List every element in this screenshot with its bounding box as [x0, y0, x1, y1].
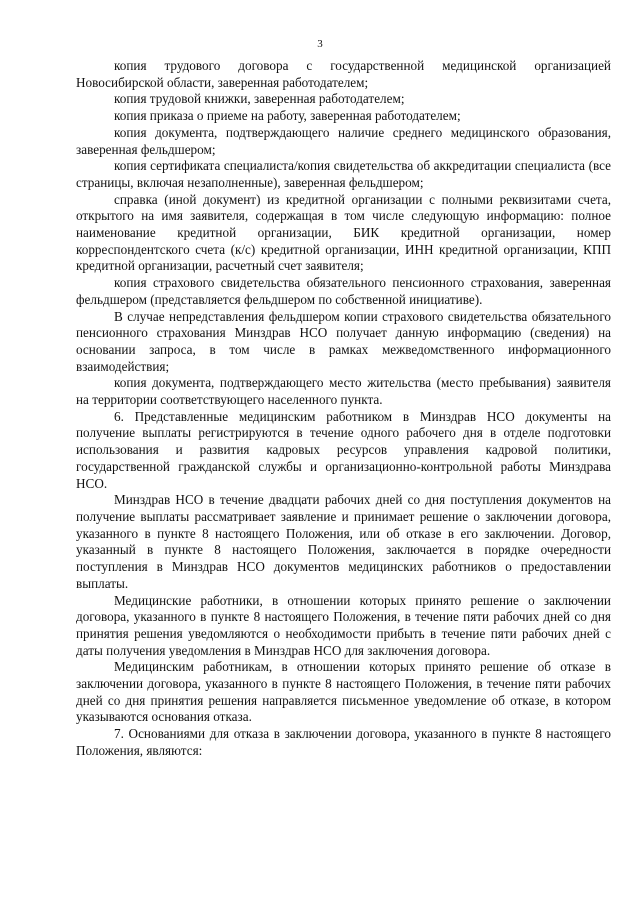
paragraph: копия сертификата специалиста/копия свидетельства об аккредитации специалиста (все страницы, включая незаполненные), заверенная фельдшером; — [76, 158, 611, 190]
paragraph: 7. Основаниями для отказа в заключении договора, указанного в пункте 8 настоящего Положения, являются: — [76, 726, 611, 758]
paragraph: 6. Представленные медицинским работником в Минздрав НСО документы на получение выплаты регистрируются в течение одного рабочего дня в отделе подготовки использования и развития кадровых ресурсов управления кадровой политики, государственной гражданской службы и организационно-контрольной работы Минздрава НСО. — [76, 408, 611, 491]
paragraph: копия приказа о приеме на работу, заверенная работодателем; — [114, 108, 461, 124]
page-number: 3 — [317, 38, 323, 50]
paragraph: копия трудового договора с государственной медицинской организацией Новосибирской области, заверенная работодателем; — [76, 58, 611, 90]
document-body — [76, 58, 611, 760]
paragraph: В случае непредставления фельдшером копии страхового свидетельства обязательного пенсионного страхования Минздрав НСО получает данную информацию (сведения) на основании запроса, в том числе в рамках межведомственного информационного взаимодействия; — [76, 308, 611, 374]
paragraph: копия страхового свидетельства обязательного пенсионного страхования, заверенная фельдшером (представляется фельдшером по собственной инициативе). — [76, 275, 611, 307]
paragraph: копия трудовой книжки, заверенная работодателем; — [114, 91, 405, 107]
paragraph: Медицинским работникам, в отношении которых принято решение об отказе в заключении договора, указанного в пункте 8 настоящего Положения, в течение пяти рабочих дней со дня принятия решения направляется письменное уведомление об отказе, в котором указываются основания отказа. — [76, 659, 611, 725]
paragraph: копия документа, подтверждающего место жительства (место пребывания) заявителя на территории соответствующего населенного пункта. — [76, 375, 611, 408]
paragraph: Минздрав НСО в течение двадцати рабочих дней со дня поступления документов на получение выплаты рассматривает заявление и принимает решение о заключении договора, указанного в пункте 8 настоящего Положения, или об отказе в его заключении. Договор, указанный в пункте 8 настоящего Положения, заключается в порядке очередности поступления в Минздрав НСО документов медицинских работников о предоставлении выплаты. — [76, 492, 611, 591]
paragraph: Медицинские работники, в отношении которых принято решение о заключении договора, указанного в пункте 8 настоящего Положения, в течение пяти рабочих дней со дня принятия решения уведомляются о необходимости прибыть в течение пяти рабочих дней с даты получения уведомления в Минздрав НСО для заключения договора. — [76, 592, 611, 658]
paragraph: справка (иной документ) из кредитной организации с полными реквизитами счета, открытого на имя заявителя, содержащая в том числе следующую информацию: полное наименование кредитной организации, БИК кредитной организации, номер корреспондентского счета (к/с) кредитной организации, ИНН кредитной организации, КПП кредитной организации, расчетный счет заявителя; — [76, 191, 611, 274]
paragraph: копия документа, подтверждающего наличие среднего медицинского образования, заверенная фельдшером; — [76, 124, 611, 157]
